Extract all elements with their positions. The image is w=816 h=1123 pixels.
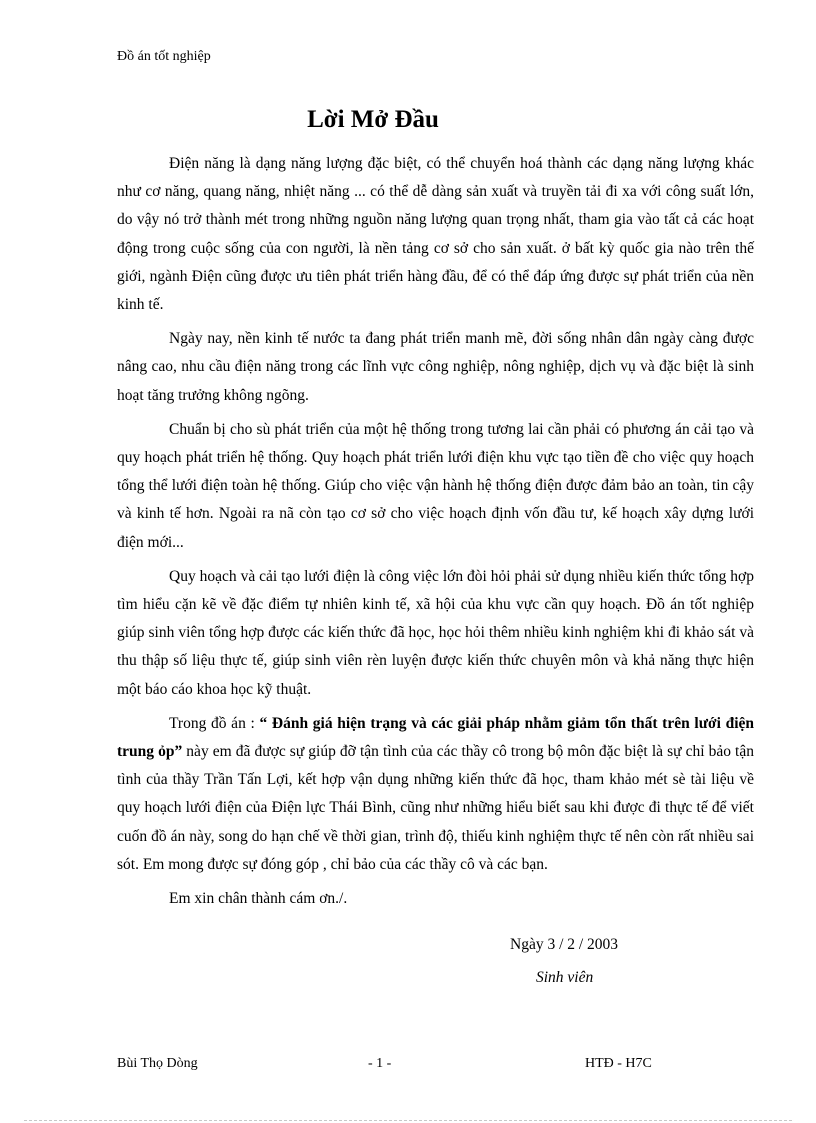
body-text — [117, 150, 754, 919]
signature-date: Ngày 3 / 2 / 2003 — [510, 936, 619, 953]
footer-page-number: - 1 - — [368, 1056, 392, 1071]
page-bottom-edge — [24, 1120, 792, 1121]
thesis-title: “ Đánh giá hiện trạng và các giải pháp nhằm giảm tổn thất trên lưới điện trung ỏp” — [117, 714, 754, 761]
paragraph-4: Quy hoạch và cải tạo lưới điện là công việc lớn đòi hỏi phải sử dụng nhiều kiến thức tổng hợp tìm hiểu cặn kẽ về đặc điểm tự nhiên kinh tế, xã hội của khu vực cần quy hoạch. Đồ án tốt nghiệp giúp sinh viên tổng hợp được các kiến thức đã học, học hỏi thêm nhiều kinh nghiệm khi đi khảo sát và thu thập số liệu thực tế, giúp sinh viên rèn luyện được kiến thức chuyên môn và khả năng thực hiện một báo cáo khoa học kỹ thuật. — [117, 567, 754, 698]
paragraph-1: Điện năng là dạng năng lượng đặc biệt, có thể chuyển hoá thành các dạng năng lượng khác như cơ năng, quang năng, nhiệt năng ... có thể dễ dàng sản xuất và truyền tải đi xa với công suất lớn, do vậy nó trở thành mét trong những nguồn năng lượng quan trọng nhất, tham gia vào tất cả các hoạt động trong cuộc sống của con người, là nền tảng cơ sở cho sản xuất. ở bất kỳ quốc gia nào trên thế giới, ngành Điện cũng được ưu tiên phát triển hàng đầu, để có thể đáp ứng được sự phát triển của nền kinh tế. — [117, 155, 754, 314]
page-title: Lời Mở Đầu — [307, 106, 439, 133]
paragraph-2: Ngày nay, nền kinh tế nước ta đang phát triển manh mẽ, đời sống nhân dân ngày càng được nâng cao, nhu cầu điện năng trong các lĩnh vực công nghiệp, nông nghiệp, dịch vụ và đặc biệt là sinh hoạt tăng trưởng không ngõng. — [117, 330, 754, 404]
closing-line: Em xin chân thành cám ơn./. — [169, 890, 348, 908]
signature-role: Sinh viên — [536, 969, 594, 986]
paragraph-5-rest: này em đã được sự giúp đỡ tận tình của các thầy cô trong bộ môn đặc biệt là sự chỉ bảo tận tình của thầy Trần Tấn Lợi, kết hợp vận dụng những kiến thức đã học, tham khảo mét sè tài liệu về quy hoạch lưới điện của Điện lực Thái Bình, cũng như những hiểu biết sau khi được đi thực tế để viết cuốn đồ án này, song do hạn chế về thời gian, trình độ, thiếu kinh nghiệm thực tế nên còn rất nhiều sai sót. Em mong được sự đóng góp , chỉ bảo của các thầy cô và các bạn. — [117, 743, 754, 873]
paragraph-5-lead: Trong đồ án : — [169, 714, 260, 732]
running-header: Đồ án tốt nghiệp — [117, 49, 211, 64]
footer-author: Bùi Thọ Dòng — [117, 1056, 198, 1071]
paragraph-3: Chuẩn bị cho sù phát triển của một hệ thống trong tương lai cần phải có phương án cải tạo và quy hoạch phát triển hệ thống. Quy hoạch phát triển lưới điện khu vực tạo tiền đề cho việc quy hoạch tổng thể lưới điện toàn hệ thống. Giúp cho việc vận hành hệ thống điện được đảm bảo an toàn, tin cậy và kinh tế hơn. Ngoài ra nã còn tạo cơ sở cho việc hoạch định vốn đầu tư, kế hoạch xây dựng lưới điện mới... — [117, 420, 754, 551]
footer-class: HTĐ - H7C — [585, 1056, 652, 1071]
paragraph-5 — [117, 710, 754, 879]
